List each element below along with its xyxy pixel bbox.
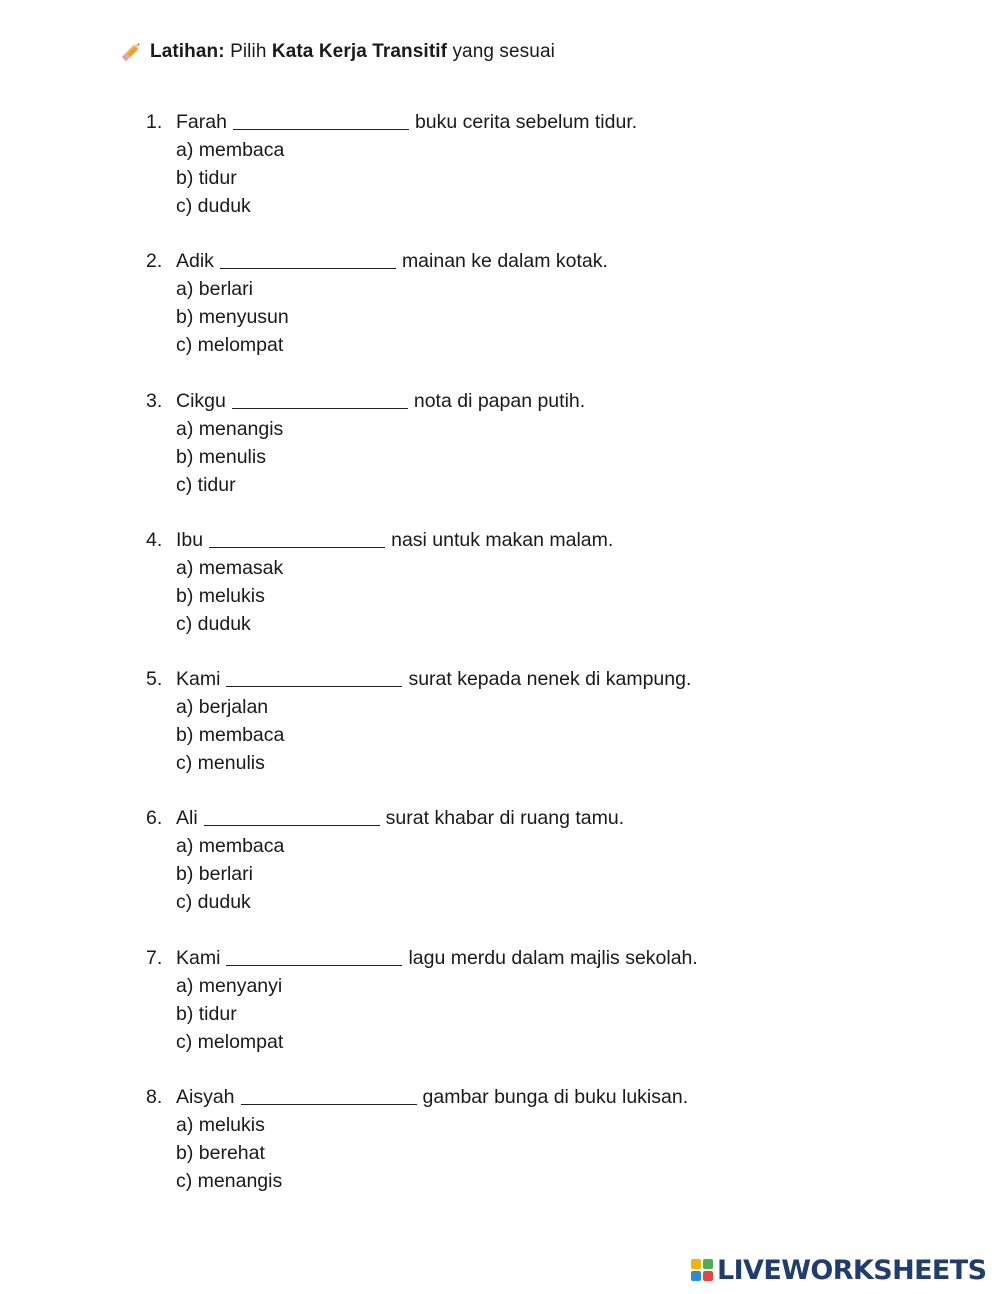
logo-block [691,1271,701,1281]
brand-wordmark: LIVEWORKSHEETS [717,1254,987,1286]
worksheet-instruction [118,38,555,66]
logo-block [691,1259,701,1269]
question-rest: nota di papan putih. [413,389,586,412]
answer-blank[interactable] [226,668,402,687]
question-number: 8. [146,1086,163,1109]
option-list [146,275,906,359]
instruction-keyword: Kata Kerja Transitif [271,41,448,62]
question-rest: gambar bunga di buku lukisan. [422,1086,689,1109]
answer-blank[interactable] [204,807,380,826]
answer-option[interactable]: b) menulis [176,445,266,468]
question-number: 5. [146,668,163,691]
answer-option[interactable]: b) menyusun [176,306,289,329]
answer-blank[interactable] [232,390,408,409]
question-subject: Ali [176,807,198,830]
answer-option[interactable]: a) menangis [176,417,284,440]
question-rest: lagu merdu dalam majlis sekolah. [408,946,698,969]
question-subject: Aisyah [176,1086,235,1109]
option-list [146,136,906,220]
answer-option[interactable]: c) melompat [176,1030,284,1053]
question-list [146,108,906,1222]
option-list [146,972,906,1056]
answer-option[interactable]: c) tidur [176,473,236,496]
answer-blank[interactable] [226,947,402,966]
question-item [146,944,906,1083]
question-subject: Kami [176,946,221,969]
question-item [146,387,906,526]
answer-option[interactable]: a) melukis [176,1114,265,1137]
answer-option[interactable]: b) tidur [176,1002,237,1025]
answer-blank[interactable] [209,529,385,548]
question-rest: buku cerita sebelum tidur. [414,111,638,133]
liveworksheets-logo [691,1254,986,1286]
option-list [146,693,906,777]
question-item [146,526,906,665]
question-subject: Farah [176,111,227,133]
answer-blank[interactable] [233,111,409,130]
answer-option[interactable]: a) memasak [176,556,284,579]
instruction-text: Pilih [230,41,267,62]
instruction-label: Latihan: [150,41,225,62]
answer-option[interactable]: a) membaca [176,835,285,858]
answer-option[interactable]: a) berlari [176,278,253,301]
question-sentence [146,108,906,136]
answer-option[interactable]: b) membaca [176,724,285,747]
option-list [146,1111,906,1195]
question-rest: surat kepada nenek di kampung. [408,668,692,691]
answer-option[interactable]: a) menyanyi [176,974,283,997]
answer-option[interactable]: c) duduk [176,195,251,217]
question-number: 7. [146,946,163,969]
question-item [146,665,906,804]
answer-option[interactable]: b) melukis [176,584,265,607]
question-subject: Adik [176,250,214,273]
logo-blocks-icon [691,1259,713,1281]
option-list [146,415,906,499]
question-item [146,247,906,386]
answer-option[interactable]: a) berjalan [176,696,269,719]
question-number: 1. [146,111,163,133]
instruction-suffix: yang sesuai [452,41,555,62]
question-rest: surat khabar di ruang tamu. [385,807,625,830]
question-sentence [146,1083,906,1111]
question-sentence [146,665,906,693]
answer-option[interactable]: b) berehat [176,1142,265,1165]
question-sentence [146,526,906,554]
answer-option[interactable]: c) duduk [176,891,251,914]
question-item [146,804,906,943]
question-sentence [146,944,906,972]
question-subject: Cikgu [176,389,226,412]
logo-block [703,1271,713,1281]
question-subject: Ibu [176,528,204,551]
question-number: 4. [146,528,163,551]
question-sentence [146,804,906,832]
question-item [146,108,906,247]
option-list [146,832,906,916]
answer-option[interactable]: b) tidur [176,167,237,189]
answer-option[interactable]: c) melompat [176,334,284,357]
question-rest: mainan ke dalam kotak. [401,250,608,273]
answer-option[interactable]: c) menangis [176,1170,283,1193]
answer-option[interactable]: b) berlari [176,863,253,886]
question-sentence [146,387,906,415]
pencil-icon [118,39,144,65]
question-item [146,1083,906,1222]
question-sentence [146,247,906,275]
question-number: 6. [146,807,163,830]
question-subject: Kami [176,668,221,691]
question-rest: nasi untuk makan malam. [391,528,614,551]
logo-block [703,1259,713,1269]
answer-blank[interactable] [241,1086,417,1105]
answer-option[interactable]: a) membaca [176,139,285,161]
answer-blank[interactable] [220,250,396,269]
option-list [146,554,906,638]
answer-option[interactable]: c) menulis [176,752,265,775]
question-number: 3. [146,389,163,412]
question-number: 2. [146,250,163,273]
answer-option[interactable]: c) duduk [176,612,251,635]
